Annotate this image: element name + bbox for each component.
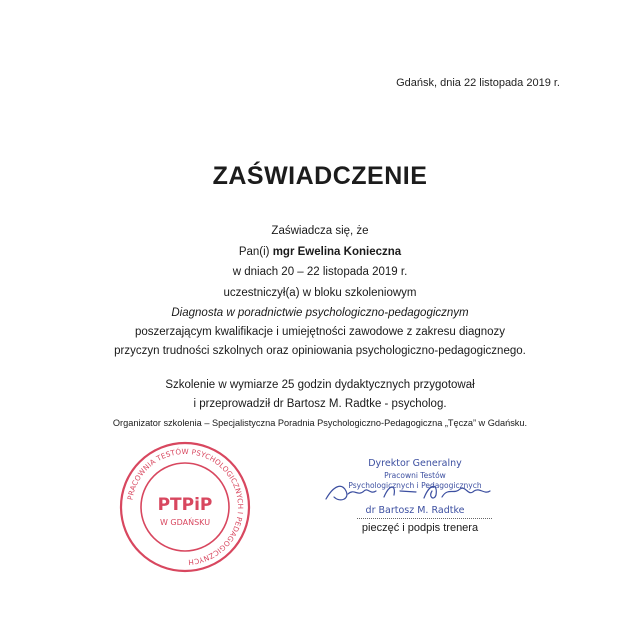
- name-prefix: Pan(i): [238, 246, 273, 258]
- stamp-center-sub: W GDAŃSKU: [159, 518, 211, 527]
- signature-stamp: [320, 455, 510, 550]
- document-date: Gdańsk, dnia 22 listopada 2019 r.: [396, 77, 560, 89]
- description-line-2: przyczyn trudności szkolnych oraz opiniowania psychologiczno-pedagogicznego.: [114, 345, 526, 357]
- dates-text: w dniach 20 – 22 listopada 2019 r.: [232, 266, 408, 278]
- signature-name-stamp: dr Bartosz M. Radtke: [365, 505, 465, 516]
- handwritten-signature: [320, 477, 510, 507]
- stamp-center-main: PTPiP: [157, 495, 213, 515]
- training-line-2: i przeprowadził dr Bartosz M. Radtke - psycholog.: [193, 398, 447, 410]
- organizer-text: Organizator szkolenia – Specjalistyczna Poradnia Psychologiczno-Pedagogiczna „Tęcza” w Gdańsku.: [112, 418, 528, 428]
- signature-caption: pieczęć i podpis trenera: [361, 522, 479, 534]
- intro-text: Zaświadcza się, że: [271, 225, 369, 237]
- description-line-1: poszerzającym kwalifikacje i umiejętności zawodowe z zakresu diagnozy: [134, 326, 506, 338]
- signature-org-line-2: Psychologicznych i Pedagogicznych: [348, 481, 482, 490]
- training-line-1: Szkolenie w wymiarze 25 godzin dydaktycznych przygotował: [165, 379, 475, 391]
- organization-stamp: [118, 440, 252, 574]
- course-title: Diagnosta w poradnictwie psychologiczno-pedagogicznym: [171, 307, 469, 319]
- signature-org-line-1: Pracowni Testów: [384, 471, 446, 480]
- signature-title: Dyrektor Generalny: [368, 458, 462, 469]
- participation-text: uczestniczył(a) w bloku szkoleniowym: [223, 287, 417, 299]
- recipient-line: [0, 246, 640, 258]
- signature-line: [357, 518, 492, 519]
- recipient-name: mgr Ewelina Konieczna: [272, 246, 402, 258]
- document-title: ZAŚWIADCZENIE: [212, 162, 428, 190]
- stamp-ring-text: PRACOWNIA TESTÓW PSYCHOLOGICZNYCH I PEDAGOGICZNYCH: [125, 446, 246, 567]
